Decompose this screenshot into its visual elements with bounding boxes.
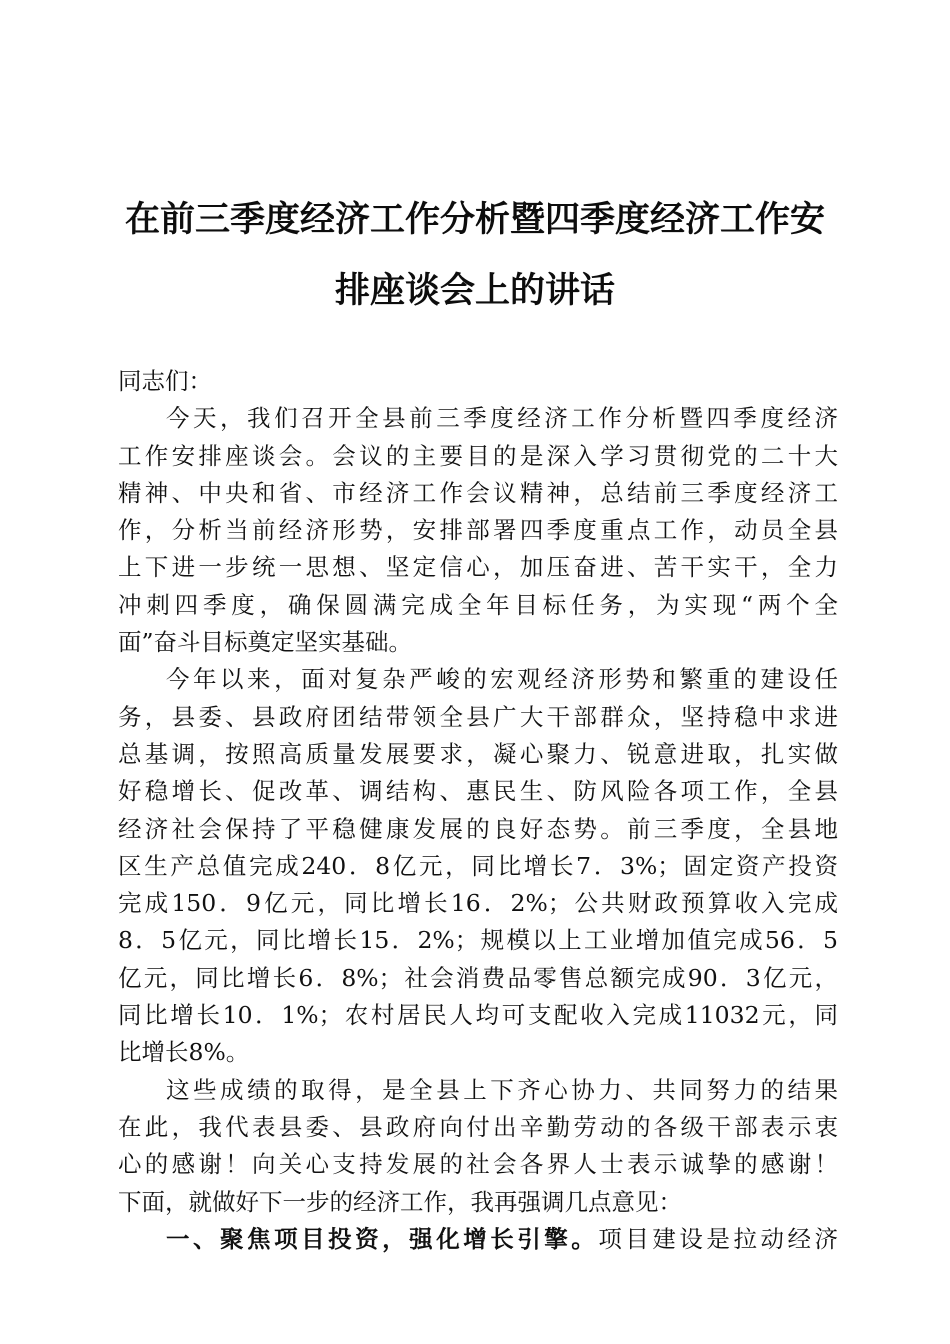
paragraph-2-line: 经济社会保持了平稳健康发展的良好态势。前三季度，全县地 [118,814,838,843]
paragraph-2-line: 今年以来，面对复杂严峻的宏观经济形势和繁重的建设任 [166,665,838,694]
paragraph-2-line: 完成150．9亿元，同比增长16．2%；公共财政预算收入完成 [118,889,838,918]
title-line-2: 排座谈会上的讲话 [334,270,615,311]
paragraph-1-line: 上下进一步统一思想、坚定信心，加压奋进、苦干实干，全力 [118,553,838,582]
paragraph-1-line: 今天，我们召开全县前三季度经济工作分析暨四季度经济 [166,404,838,433]
paragraph-2-line: 8．5亿元，同比增长15．2%；规模以上工业增加值完成56．5 [118,926,838,955]
salutation: 同志们： [118,367,212,395]
speech-body [118,363,838,1258]
paragraph-2-line: 区生产总值完成240．8亿元，同比增长7．3%；固定资产投资 [118,851,838,880]
paragraph-3-line: 心的感谢！向关心支持发展的社会各界人士表示诚挚的感谢！ [118,1150,838,1179]
paragraph-1-line: 面”奋斗目标奠定坚实基础。 [118,628,413,657]
paragraph-2-line: 比增长8%。 [118,1038,250,1067]
paragraph-2-line: 亿元，同比增长6．8%；社会消费品零售总额完成90．3亿元， [118,963,838,992]
title-line-1: 在前三季度经济工作分析暨四季度经济工作安 [124,199,825,240]
paragraph-3-line: 在此，我代表县委、县政府向付出辛勤劳动的各级干部表示衷 [118,1112,838,1141]
paragraph-2-line: 务，县委、县政府团结带领全县广大干部群众，坚持稳中求进 [118,702,838,731]
paragraph-1-line: 作，分析当前经济形势，安排部署四季度重点工作，动员全县 [118,516,838,545]
section-1-heading: 一、聚焦项目投资，强化增长引擎。 [166,1224,599,1253]
paragraph-2-line: 总基调，按照高质量发展要求，凝心聚力、锐意进取，扎实做 [118,739,838,768]
paragraph-3-line: 这些成绩的取得，是全县上下齐心协力、共同努力的结果 [166,1075,838,1104]
paragraph-2-line: 好稳增长、促改革、调结构、惠民生、防风险各项工作，全县 [118,777,838,806]
section-1-text: 项目建设是拉动经济 [598,1224,839,1253]
paragraph-1-line: 冲刺四季度，确保圆满完成全年目标任务，为实现“两个全 [118,590,838,619]
paragraph-1-line: 精神、中央和省、市经济工作会议精神，总结前三季度经济工 [118,478,838,507]
paragraph-3-line: 下面，就做好下一步的经济工作，我再强调几点意见： [118,1187,682,1216]
paragraph-1-line: 工作安排座谈会。会议的主要目的是深入学习贯彻党的二十大 [118,441,838,470]
section-1-line [118,1221,838,1258]
paragraph-2-line: 同比增长10．1%；农村居民人均可支配收入完成11032元，同 [118,1001,838,1030]
